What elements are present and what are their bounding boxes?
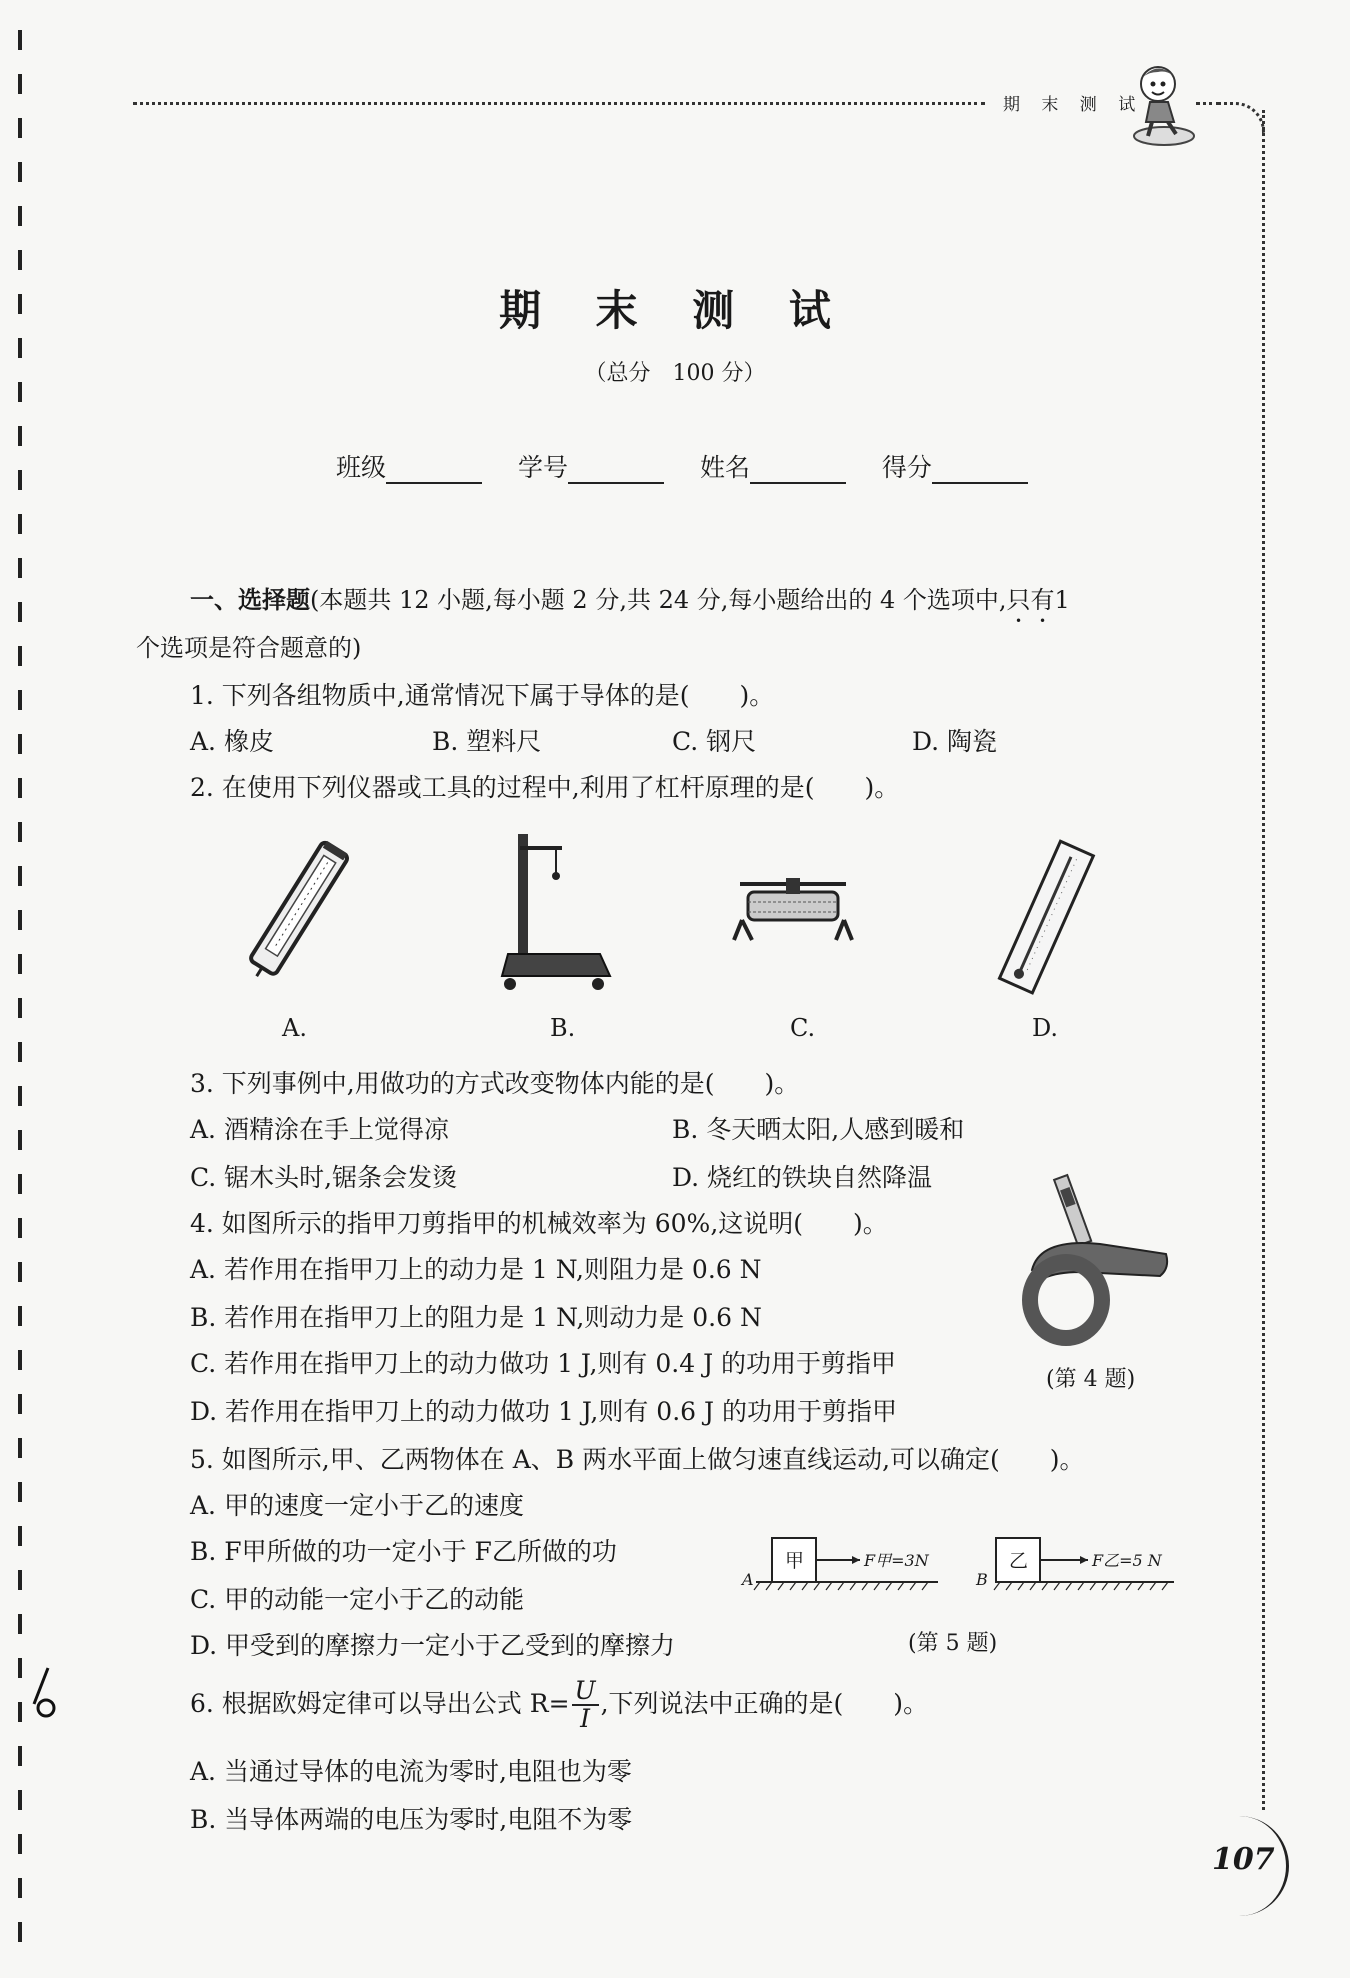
q3-option-b: B. 冬天晒太阳,人感到暖和 xyxy=(672,1115,965,1144)
mascot-icon xyxy=(1128,60,1200,150)
q5-option-b: B. F甲所做的功一定小于 F乙所做的功 xyxy=(190,1537,617,1566)
running-header: 期 末 测 试 xyxy=(1003,95,1144,115)
section1-desc-b: 1 xyxy=(1054,586,1070,614)
q5-figure-caption: (第 5 题) xyxy=(908,1631,998,1656)
field-class-blank[interactable] xyxy=(386,456,482,484)
q6-stem-pre: 6. 根据欧姆定律可以导出公式 R= xyxy=(190,1688,570,1718)
handwritten-mark-icon xyxy=(30,1664,60,1724)
q6-stem xyxy=(190,1678,928,1733)
total-score: （总分 100 分） xyxy=(584,361,766,386)
page-number: 107 xyxy=(1212,1842,1275,1877)
q4-stem: 4. 如图所示的指甲刀剪指甲的机械效率为 60%,这说明( )。 xyxy=(190,1209,888,1238)
q2-image-label-a: A. xyxy=(282,1014,307,1042)
q3-option-a: A. 酒精涂在手上觉得凉 xyxy=(190,1115,449,1144)
q3-option-c: C. 锯木头时,锯条会发烫 xyxy=(190,1163,458,1192)
q6-option-b: B. 当导体两端的电压为零时,电阻不为零 xyxy=(190,1805,633,1834)
q1-option-d: D. 陶瓷 xyxy=(912,727,998,756)
q6-stem-post: ,下列说法中正确的是( )。 xyxy=(600,1688,929,1718)
q5-surface-a: A xyxy=(742,1570,754,1589)
field-id-label: 学号 xyxy=(517,453,568,482)
q4-option-d: D. 若作用在指甲刀上的动力做功 1 J,则有 0.6 J 的功用于剪指甲 xyxy=(190,1397,897,1426)
q1-option-c: C. 钢尺 xyxy=(672,727,757,756)
q1-option-b: B. 塑料尺 xyxy=(432,727,542,756)
q4-figure-caption: (第 4 题) xyxy=(1046,1367,1136,1392)
q2-image-label-d: D. xyxy=(1032,1014,1059,1042)
field-id-blank[interactable] xyxy=(568,456,664,484)
q4-option-a: A. 若作用在指甲刀上的动力是 1 N,则阻力是 0.6 N xyxy=(190,1255,762,1284)
section1-desc-line2: 个选项是符合题意的) xyxy=(136,634,362,662)
q5-block-jia: 甲 xyxy=(785,1550,805,1572)
section1-desc-emph: 只有 xyxy=(1006,586,1055,614)
rheostat-image xyxy=(728,870,858,950)
q5-option-a: A. 甲的速度一定小于乙的速度 xyxy=(190,1491,524,1520)
q5-option-d: D. 甲受到的摩擦力一定小于乙受到的摩擦力 xyxy=(190,1631,676,1660)
section1-heading: 一、选择题 xyxy=(190,586,310,614)
section1-desc-a: (本题共 12 小题,每小题 2 分,共 24 分,每小题给出的 4 个选项中, xyxy=(310,586,1007,614)
field-score-label: 得分 xyxy=(881,453,932,482)
q1-stem: 1. 下列各组物质中,通常情况下属于导体的是( )。 xyxy=(190,681,775,710)
q4-option-c: C. 若作用在指甲刀上的动力做功 1 J,则有 0.4 J 的功用于剪指甲 xyxy=(190,1349,897,1378)
q4-option-b: B. 若作用在指甲刀上的阻力是 1 N,则动力是 0.6 N xyxy=(190,1303,762,1332)
q3-option-d: D. 烧红的铁块自然降温 xyxy=(672,1163,933,1192)
field-name-blank[interactable] xyxy=(750,456,846,484)
q5-force-jia: F甲=3N xyxy=(864,1551,929,1570)
q2-image-label-c: C. xyxy=(790,1014,816,1042)
q6-formula-fraction xyxy=(572,1678,599,1733)
field-class-label: 班级 xyxy=(336,453,387,482)
field-score-blank[interactable] xyxy=(932,456,1028,484)
q5-option-c: C. 甲的动能一定小于乙的动能 xyxy=(190,1585,525,1614)
q6-frac-numerator: U xyxy=(572,1678,599,1706)
field-name-label: 姓名 xyxy=(699,453,750,482)
header-rule-corner xyxy=(1218,102,1265,135)
q2-image-label-b: B. xyxy=(550,1014,576,1042)
q6-option-a: A. 当通过导体的电流为零时,电阻也为零 xyxy=(190,1757,632,1786)
section1-intro xyxy=(190,580,1070,628)
q5-surface-b: B xyxy=(976,1570,988,1589)
nail-clipper-image xyxy=(1010,1160,1170,1350)
page-title: 期 末 测 试 xyxy=(499,286,851,335)
q3-stem: 3. 下列事例中,用做功的方式改变物体内能的是( )。 xyxy=(190,1069,800,1098)
q5-force-yi: F乙=5 N xyxy=(1092,1551,1162,1570)
q1-option-a: A. 橡皮 xyxy=(190,727,274,756)
spring-scale-image xyxy=(228,830,368,990)
platform-scale-image xyxy=(500,828,620,998)
q2-stem: 2. 在使用下列仪器或工具的过程中,利用了杠杆原理的是( )。 xyxy=(190,773,900,802)
thermometer-image xyxy=(986,838,1106,998)
q5-stem: 5. 如图所示,甲、乙两物体在 A、B 两水平面上做匀速直线运动,可以确定( )。 xyxy=(190,1445,1085,1474)
header-rule-left xyxy=(133,102,985,105)
q5-block-yi: 乙 xyxy=(1009,1550,1029,1572)
student-info-fields xyxy=(336,448,1028,484)
q6-frac-denominator: I xyxy=(580,1704,591,1734)
